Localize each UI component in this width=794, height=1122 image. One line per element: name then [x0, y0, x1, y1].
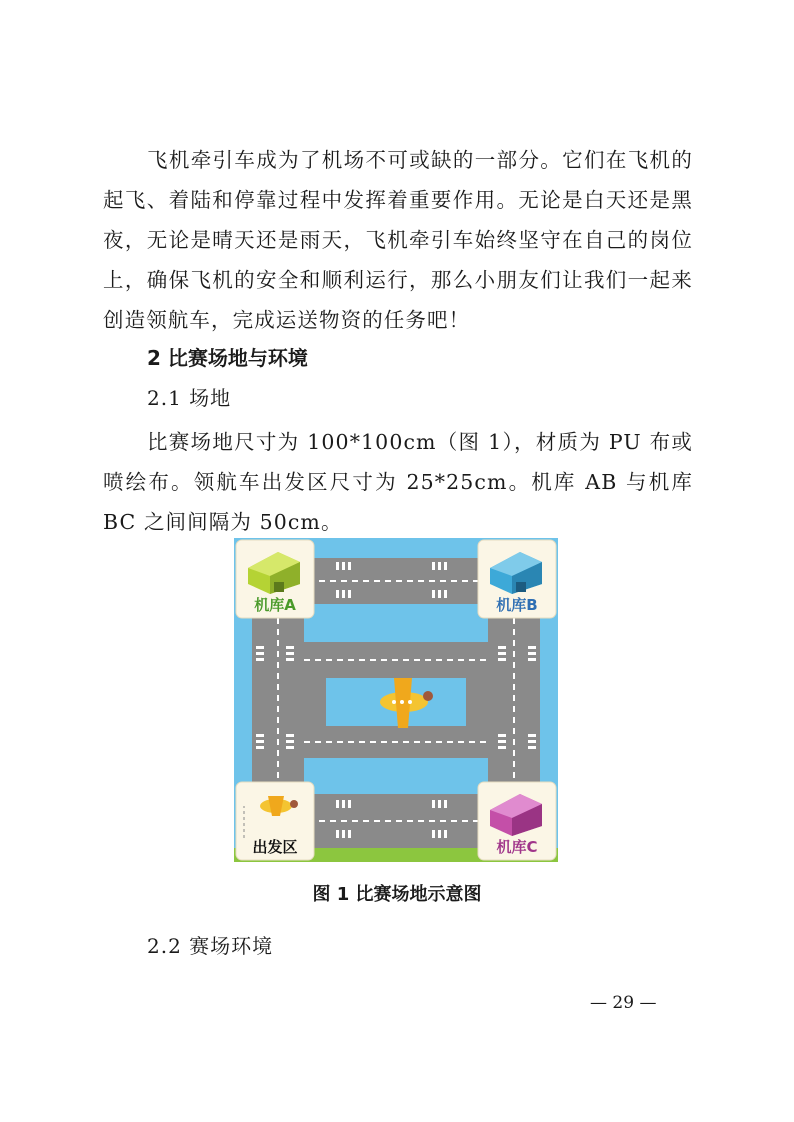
- venue-paragraph: 比赛场地尺寸为 100*100cm（图 1），材质为 PU 布或喷绘布。领航车出发区尺寸为 25*25cm。机库 AB 与机库 BC 之间间隔为 50cm。: [103, 430, 693, 534]
- hangar-c-label: 机库C: [496, 838, 538, 856]
- subsection-heading-venue: 2.1 场地: [147, 386, 232, 410]
- figure-caption: 图 1 比赛场地示意图: [312, 884, 482, 905]
- venue-figure: [234, 538, 558, 862]
- page-number: — 29 —: [590, 993, 657, 1013]
- section-heading: 2 比赛场地与环境: [147, 346, 308, 370]
- start-zone-label: 出发区: [252, 838, 298, 856]
- hangar-b-label: 机库B: [496, 596, 538, 614]
- subsection-heading-environment: 2.2 赛场环境: [147, 934, 274, 958]
- intro-paragraph: 飞机牵引车成为了机场不可或缺的一部分。它们在飞机的起飞、着陆和停靠过程中发挥着重要作用。无论是白天还是黑夜，无论是晴天还是雨天，飞机牵引车始终坚守在自己的岗位上，确保飞机的安全和顺利运行，那么小朋友们让我们一起来创造领航车，完成运送物资的任务吧！: [103, 148, 693, 332]
- hangar-a-label: 机库A: [254, 596, 296, 614]
